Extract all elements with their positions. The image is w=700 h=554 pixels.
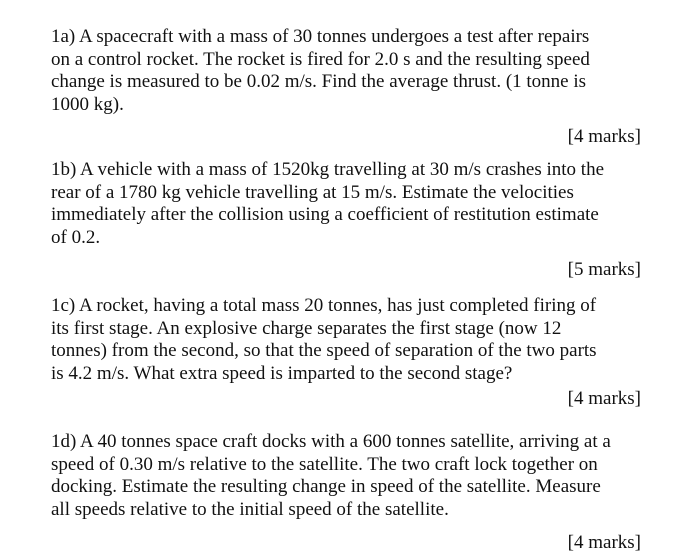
question-1c-text — [51, 295, 651, 385]
question-1d-text — [51, 431, 651, 521]
question-1b — [51, 159, 651, 281]
question-line: 1b) A vehicle with a mass of 1520kg travelling at 30 m/s crashes into the — [51, 159, 605, 180]
question-line: its first stage. An explosive charge separates the first stage (now 12 — [51, 317, 562, 339]
question-1a-marks: [4 marks] — [567, 126, 641, 147]
question-line: 1d) A 40 tonnes space craft docks with a 600 tonnes satellite, arriving at a — [51, 431, 611, 452]
question-1d — [51, 431, 651, 554]
question-line: all speeds relative to the initial speed of the satellite. — [51, 498, 449, 520]
question-line: on a control rocket. The rocket is fired for 2.0 s and the resulting speed — [51, 48, 590, 70]
question-line: tonnes) from the second, so that the speed of separation of the two parts — [51, 340, 597, 361]
question-line: speed of 0.30 m/s relative to the satellite. The two craft lock together on — [51, 453, 598, 475]
question-1b-marks: [5 marks] — [567, 259, 641, 280]
question-1b-text — [51, 159, 651, 249]
question-1a — [51, 26, 651, 148]
question-line: immediately after the collision using a coefficient of restitution estimate — [51, 204, 599, 225]
question-line: rear of a 1780 kg vehicle travelling at 15 m/s. Estimate the velocities — [51, 181, 574, 203]
question-1c-marks: [4 marks] — [567, 388, 641, 409]
question-line: is 4.2 m/s. What extra speed is imparted to the second stage? — [51, 362, 513, 384]
question-1d-marks: [4 marks] — [567, 532, 641, 553]
question-1a-text — [51, 26, 651, 116]
question-line: docking. Estimate the resulting change in speed of the satellite. Measure — [51, 476, 601, 497]
question-line: of 0.2. — [51, 226, 101, 248]
question-line: 1c) A rocket, having a total mass 20 tonnes, has just completed firing of — [51, 295, 597, 316]
question-line: 1a) A spacecraft with a mass of 30 tonnes undergoes a test after repairs — [51, 26, 590, 47]
question-1c — [51, 295, 651, 410]
question-line: change is measured to be 0.02 m/s. Find the average thrust. (1 tonne is — [51, 71, 587, 92]
question-line: 1000 kg). — [51, 93, 124, 115]
